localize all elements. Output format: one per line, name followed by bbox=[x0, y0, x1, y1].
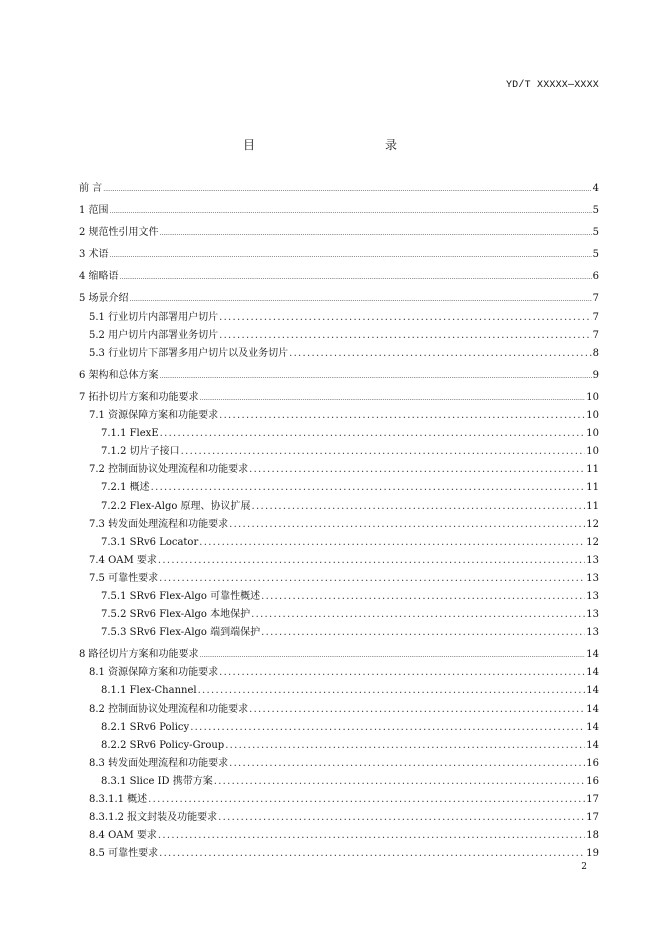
toc-leader-dots bbox=[160, 425, 586, 443]
toc-entry[interactable] bbox=[79, 534, 599, 552]
toc-leader-dots bbox=[289, 345, 592, 363]
toc-entry-page: 13 bbox=[586, 590, 599, 602]
toc-entry[interactable] bbox=[79, 682, 599, 700]
toc-entry[interactable] bbox=[79, 327, 599, 345]
toc-entry[interactable] bbox=[79, 773, 599, 791]
toc-entry-page: 11 bbox=[586, 464, 599, 476]
toc-leader-dots bbox=[249, 701, 585, 719]
toc-entry[interactable] bbox=[79, 345, 599, 363]
toc-title-char-2: 录 bbox=[385, 138, 398, 152]
toc-entry-page: 16 bbox=[586, 757, 599, 769]
toc-entry-label: 1 范围 bbox=[79, 205, 109, 217]
toc-entry[interactable] bbox=[79, 246, 599, 264]
toc-leader-dots bbox=[158, 827, 585, 845]
toc-entry-page: 14 bbox=[586, 721, 599, 733]
toc-entry-page: 5 bbox=[592, 249, 599, 261]
toc-entry-label: 8.1 资源保障方案和功能要求 bbox=[89, 667, 219, 679]
toc-entry-page: 14 bbox=[586, 667, 599, 679]
toc-entry[interactable] bbox=[79, 719, 599, 737]
toc-entry[interactable] bbox=[79, 845, 599, 863]
toc-entry[interactable] bbox=[79, 737, 599, 755]
toc-entry-label: 7.5 可靠性要求 bbox=[89, 572, 159, 584]
toc-entry-label: 7.5.1 SRv6 Flex-Algo 可靠性概述 bbox=[101, 590, 261, 602]
toc-entry[interactable] bbox=[79, 224, 599, 242]
toc-entry[interactable] bbox=[79, 461, 599, 479]
toc-entry-label: 7.3.1 SRv6 Locator bbox=[101, 536, 199, 548]
toc-leader-dots bbox=[159, 845, 585, 863]
toc-entry[interactable] bbox=[79, 588, 599, 606]
toc-title bbox=[0, 136, 662, 152]
toc-leader-dots bbox=[120, 269, 592, 287]
toc-leader-dots bbox=[249, 461, 585, 479]
toc-entry-label: 8.3.1.2 报文封装及功能要求 bbox=[89, 812, 218, 824]
toc-entry-label: 8.3.1.1 概述 bbox=[89, 794, 148, 805]
toc-entry-label: 7.1.1 FlexE bbox=[101, 428, 159, 440]
toc-entry[interactable] bbox=[79, 443, 599, 461]
toc-entry[interactable] bbox=[79, 309, 599, 327]
toc-leader-dots bbox=[160, 368, 592, 386]
toc-entry[interactable] bbox=[79, 389, 599, 407]
toc-entry[interactable] bbox=[79, 180, 599, 198]
toc-entry-label: 7.2.1 概述 bbox=[101, 482, 150, 494]
toc-entry-page: 14 bbox=[586, 739, 599, 751]
toc-entry-label: 8 路径切片方案和功能要求 bbox=[79, 649, 199, 661]
toc-leader-dots bbox=[160, 225, 592, 243]
toc-leader-dots bbox=[181, 443, 586, 461]
toc-leader-dots bbox=[200, 390, 586, 408]
toc-entry-page: 12 bbox=[586, 518, 599, 530]
toc-entry-label: 7.5.2 SRv6 Flex-Algo 本地保护 bbox=[101, 609, 251, 621]
toc-entry-page: 17 bbox=[586, 812, 599, 824]
toc-entry-page: 10 bbox=[586, 428, 599, 440]
toc-entry-page: 10 bbox=[586, 446, 599, 458]
toc-entry[interactable] bbox=[79, 827, 599, 845]
toc-entry-label: 8.1.1 Flex-Channel bbox=[101, 685, 197, 697]
toc-entry-page: 11 bbox=[586, 500, 599, 512]
toc-entry-label: 2 规范性引用文件 bbox=[79, 227, 159, 239]
toc-entry-page: 19 bbox=[586, 848, 599, 860]
toc-entry[interactable] bbox=[79, 791, 599, 809]
toc-entry-page: 4 bbox=[592, 183, 599, 194]
toc-leader-dots bbox=[110, 203, 592, 221]
toc-entry-label: 5.1 行业切片内部署用户切片 bbox=[89, 311, 219, 323]
toc-entry-page: 7 bbox=[592, 329, 599, 341]
toc-entry-page: 18 bbox=[586, 830, 599, 842]
toc-entry[interactable] bbox=[79, 552, 599, 570]
toc-entry[interactable] bbox=[79, 809, 599, 827]
toc-entry-label: 5 场景介绍 bbox=[79, 293, 129, 305]
toc-entry-label: 8.2 控制面协议处理流程和功能要求 bbox=[89, 703, 249, 715]
toc-leader-dots bbox=[218, 809, 585, 827]
toc-entry-label: 7.1 资源保障方案和功能要求 bbox=[89, 410, 219, 422]
document-code-header: YD/T XXXXX—XXXX bbox=[505, 80, 599, 91]
toc-entry-page: 13 bbox=[586, 627, 599, 639]
toc-entry-page: 5 bbox=[592, 227, 599, 239]
toc-entry-page: 10 bbox=[586, 410, 599, 422]
toc-entry-page: 14 bbox=[586, 703, 599, 715]
toc-entry-label: 7 拓扑切片方案和功能要求 bbox=[79, 391, 199, 403]
toc-entry-label: 8.3 转发面处理流程和功能要求 bbox=[89, 757, 229, 769]
toc-entry[interactable] bbox=[79, 479, 599, 497]
toc-leader-dots bbox=[229, 755, 585, 773]
toc-entry-label: 7.5.3 SRv6 Flex-Algo 端到端保护 bbox=[101, 627, 261, 639]
toc-entry-page: 7 bbox=[592, 293, 599, 305]
toc-entry-label: 8.2.1 SRv6 Policy bbox=[101, 721, 190, 733]
toc-entry[interactable] bbox=[79, 425, 599, 443]
toc-entry-page: 9 bbox=[592, 369, 599, 381]
toc-entry-page: 13 bbox=[586, 609, 599, 621]
toc-entry[interactable] bbox=[79, 268, 599, 286]
toc-entry-page: 6 bbox=[592, 271, 599, 283]
toc-entry-label: 8.3.1 Slice ID 携带方案 bbox=[101, 775, 213, 787]
toc-leader-dots bbox=[225, 737, 585, 755]
toc-entry[interactable] bbox=[79, 367, 599, 385]
toc-entry-label: 8.5 可靠性要求 bbox=[89, 848, 159, 860]
toc-leader-dots bbox=[110, 247, 592, 265]
page-number: 2 bbox=[581, 862, 587, 872]
toc-entry[interactable] bbox=[79, 646, 599, 664]
toc-leader-dots bbox=[261, 588, 585, 606]
toc-entry[interactable] bbox=[79, 624, 599, 642]
toc-entry-page: 5 bbox=[592, 205, 599, 217]
toc-leader-dots bbox=[103, 181, 591, 199]
toc-entry[interactable] bbox=[79, 516, 599, 534]
toc-entry[interactable] bbox=[79, 570, 599, 588]
toc-entry-label: 7.2 控制面协议处理流程和功能要求 bbox=[89, 464, 249, 476]
toc-entry-page: 14 bbox=[586, 649, 599, 661]
toc-leader-dots bbox=[200, 647, 586, 665]
toc-leader-dots bbox=[252, 498, 586, 516]
toc-entry-label: 7.1.2 切片子接口 bbox=[101, 446, 180, 458]
toc-entry[interactable] bbox=[79, 664, 599, 682]
toc-leader-dots bbox=[219, 309, 592, 327]
toc-entry-page: 8 bbox=[592, 347, 599, 359]
toc-leader-dots bbox=[219, 664, 585, 682]
toc-entry-label: 3 术语 bbox=[79, 249, 109, 261]
toc-leader-dots bbox=[219, 327, 592, 345]
toc-leader-dots bbox=[251, 606, 585, 624]
toc-leader-dots bbox=[198, 682, 586, 700]
toc-leader-dots bbox=[199, 534, 585, 552]
toc-entry-page: 13 bbox=[586, 572, 599, 584]
toc-entry-label: 6 架构和总体方案 bbox=[79, 369, 159, 381]
toc-entry-label: 7.2.2 Flex-Algo 原理、协议扩展 bbox=[101, 500, 251, 512]
toc-leader-dots bbox=[158, 552, 585, 570]
toc-entry-label: 8.4 OAM 要求 bbox=[89, 830, 157, 842]
toc-entry[interactable] bbox=[79, 606, 599, 624]
toc-entry-label: 前 言 bbox=[79, 183, 103, 194]
toc-entry[interactable] bbox=[79, 701, 599, 719]
toc-entry-page: 10 bbox=[586, 391, 599, 403]
toc-entry-label: 5.3 行业切片下部署多用户切片以及业务切片 bbox=[89, 347, 289, 359]
toc-entry[interactable] bbox=[79, 202, 599, 220]
toc-leader-dots bbox=[229, 516, 585, 534]
toc-entry-label: 8.2.2 SRv6 Policy-Group bbox=[101, 739, 225, 751]
toc-entry-page: 7 bbox=[592, 311, 599, 323]
toc-leader-dots bbox=[261, 624, 585, 642]
toc-entry[interactable] bbox=[79, 290, 599, 308]
toc-leader-dots bbox=[219, 407, 585, 425]
toc-leader-dots bbox=[214, 773, 586, 791]
toc-title-char-1: 目 bbox=[243, 138, 256, 152]
toc-leader-dots bbox=[190, 719, 585, 737]
toc-leader-dots bbox=[159, 570, 585, 588]
toc-entry-label: 5.2 用户切片内部署业务切片 bbox=[89, 329, 219, 341]
table-of-contents bbox=[79, 180, 599, 863]
toc-entry-label: 4 缩略语 bbox=[79, 271, 119, 283]
toc-entry-page: 12 bbox=[586, 536, 599, 548]
toc-entry-label: 7.4 OAM 要求 bbox=[89, 554, 157, 566]
toc-entry-label: 7.3 转发面处理流程和功能要求 bbox=[89, 518, 229, 530]
toc-entry-page: 17 bbox=[586, 794, 599, 805]
toc-entry[interactable] bbox=[79, 755, 599, 773]
toc-entry[interactable] bbox=[79, 407, 599, 425]
toc-leader-dots bbox=[151, 479, 586, 497]
toc-entry-page: 11 bbox=[586, 482, 599, 494]
toc-entry-page: 16 bbox=[586, 775, 599, 787]
toc-entry-page: 14 bbox=[586, 685, 599, 697]
toc-leader-dots bbox=[130, 291, 592, 309]
toc-leader-dots bbox=[148, 791, 585, 809]
toc-entry[interactable] bbox=[79, 498, 599, 516]
toc-entry-page: 13 bbox=[586, 554, 599, 566]
